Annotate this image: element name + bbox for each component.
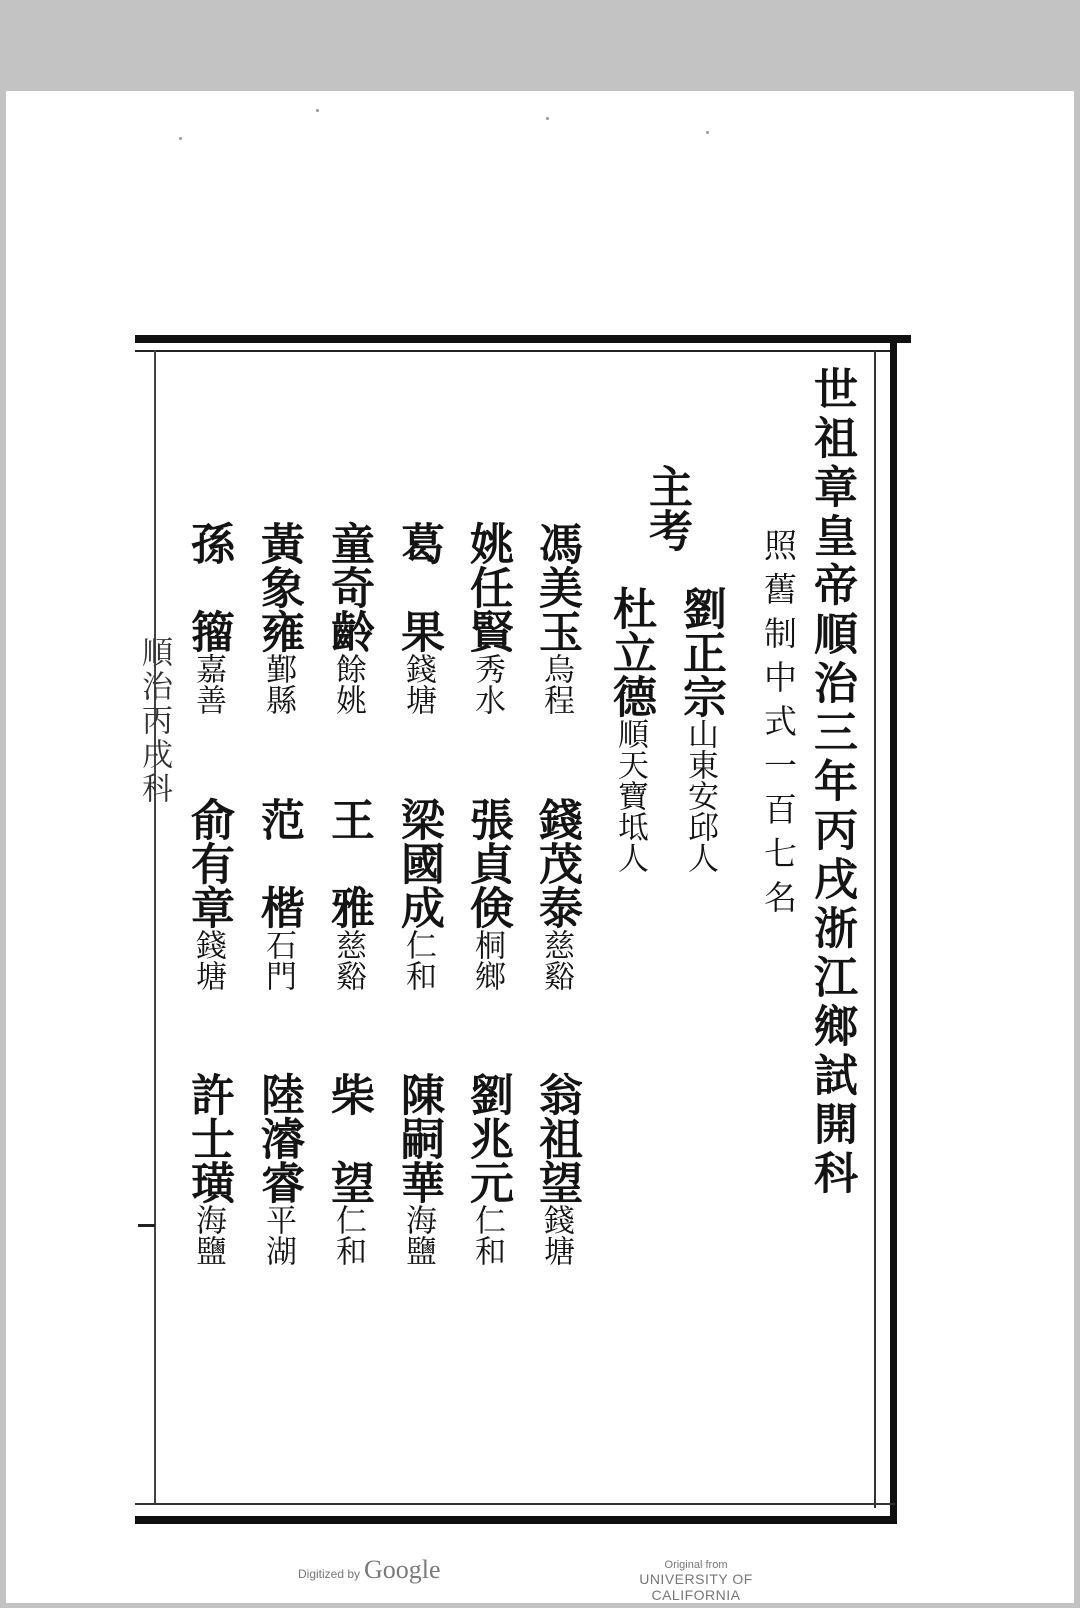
candidate-entry (176, 1072, 240, 1266)
candidate-name: 童奇齡 (323, 521, 374, 653)
candidate-entry (316, 1072, 380, 1266)
digitized-by (298, 1555, 441, 1585)
candidate-name: 黃象雍 (253, 521, 304, 653)
frame-border-top (135, 335, 911, 343)
candidate-entry (455, 1072, 519, 1266)
candidate-name: 馮美玉 (531, 521, 582, 653)
candidate-origin: 秀水 (469, 653, 505, 715)
margin-title: 順治丙戌科 (136, 636, 172, 806)
frame-border-right-inner (874, 350, 876, 1508)
candidate-name: 張貞倹 (462, 797, 513, 929)
candidate-entry (246, 797, 310, 991)
examiner-name: 劉正宗 (675, 586, 726, 718)
examiner-name: 杜立德 (605, 586, 656, 718)
candidate-name: 范 楷 (253, 797, 304, 929)
candidate-origin: 桐鄉 (469, 929, 505, 991)
candidate-name: 姚任賢 (462, 521, 513, 653)
candidate-entry (455, 521, 519, 715)
google-logo: Google (364, 1555, 441, 1584)
speck (179, 137, 182, 140)
candidate-origin: 鄞縣 (260, 653, 296, 715)
candidate-name: 俞有章 (183, 797, 234, 929)
university-name: UNIVERSITY OF CALIFORNIA (639, 1571, 753, 1603)
candidate-origin: 錢塘 (538, 1204, 574, 1266)
candidate-origin: 平湖 (260, 1204, 296, 1266)
quota-line: 照舊制中式一百七名 (759, 528, 798, 924)
candidate-origin: 錢塘 (190, 929, 226, 991)
candidate-name: 劉兆元 (462, 1072, 513, 1204)
candidate-name: 許士璜 (183, 1072, 234, 1204)
candidate-entry (386, 521, 450, 715)
examiner-origin: 順天寶坻人 (612, 718, 648, 873)
page-number (138, 1224, 155, 1227)
examiner-entry (668, 586, 732, 873)
candidate-origin: 仁和 (400, 929, 436, 991)
candidate-name: 葛 果 (393, 521, 444, 653)
candidate-entry (176, 521, 240, 715)
candidate-origin: 海鹽 (190, 1204, 226, 1266)
examiner-entry (598, 586, 662, 873)
candidate-origin: 仁和 (330, 1204, 366, 1266)
frame-border-top-inner (135, 350, 897, 352)
candidate-origin: 海鹽 (400, 1204, 436, 1266)
candidate-entry (455, 797, 519, 991)
candidate-entry (246, 1072, 310, 1266)
candidate-origin: 餘姚 (330, 653, 366, 715)
original-from-text: Original from (664, 1559, 728, 1571)
candidate-entry (176, 797, 240, 991)
candidate-origin: 仁和 (469, 1204, 505, 1266)
candidate-entry (524, 797, 588, 991)
candidate-name: 翁祖望 (531, 1072, 582, 1204)
frame-border-right (890, 335, 897, 1524)
speck (546, 117, 549, 120)
candidate-entry (316, 797, 380, 991)
speck (316, 109, 319, 112)
candidate-origin: 石門 (260, 929, 296, 991)
candidate-entry (316, 521, 380, 715)
candidate-entry (246, 521, 310, 715)
candidate-origin: 慈谿 (538, 929, 574, 991)
speck (706, 131, 709, 134)
frame-border-left (154, 350, 156, 1503)
examiner-origin: 山東安邱人 (682, 718, 718, 873)
candidate-name: 柴 望 (323, 1072, 374, 1204)
candidate-entry (386, 1072, 450, 1266)
document-title: 世祖章皇帝順治三年丙戌浙江鄉試開科 (806, 366, 857, 1199)
candidate-entry (386, 797, 450, 991)
candidate-name: 王 雅 (323, 797, 374, 929)
frame-border-bottom (135, 1516, 895, 1524)
book-page (6, 91, 1074, 1603)
original-from (601, 1559, 791, 1603)
candidate-name: 陸濬睿 (253, 1072, 304, 1204)
candidate-name: 梁國成 (393, 797, 444, 929)
candidate-entry (524, 521, 588, 715)
candidate-name: 錢茂泰 (531, 797, 582, 929)
candidate-name: 孫 籀 (183, 521, 234, 653)
candidate-origin: 慈谿 (330, 929, 366, 991)
candidate-origin: 錢塘 (400, 653, 436, 715)
candidate-entry (524, 1072, 588, 1266)
digitized-by-text: Digitized by (298, 1567, 361, 1581)
candidate-origin: 嘉善 (190, 653, 226, 715)
candidate-origin: 烏程 (538, 653, 574, 715)
candidate-name: 陳嗣華 (393, 1072, 444, 1204)
frame-border-bottom-inner (135, 1503, 895, 1505)
examiners-label: 主考 (641, 464, 692, 552)
